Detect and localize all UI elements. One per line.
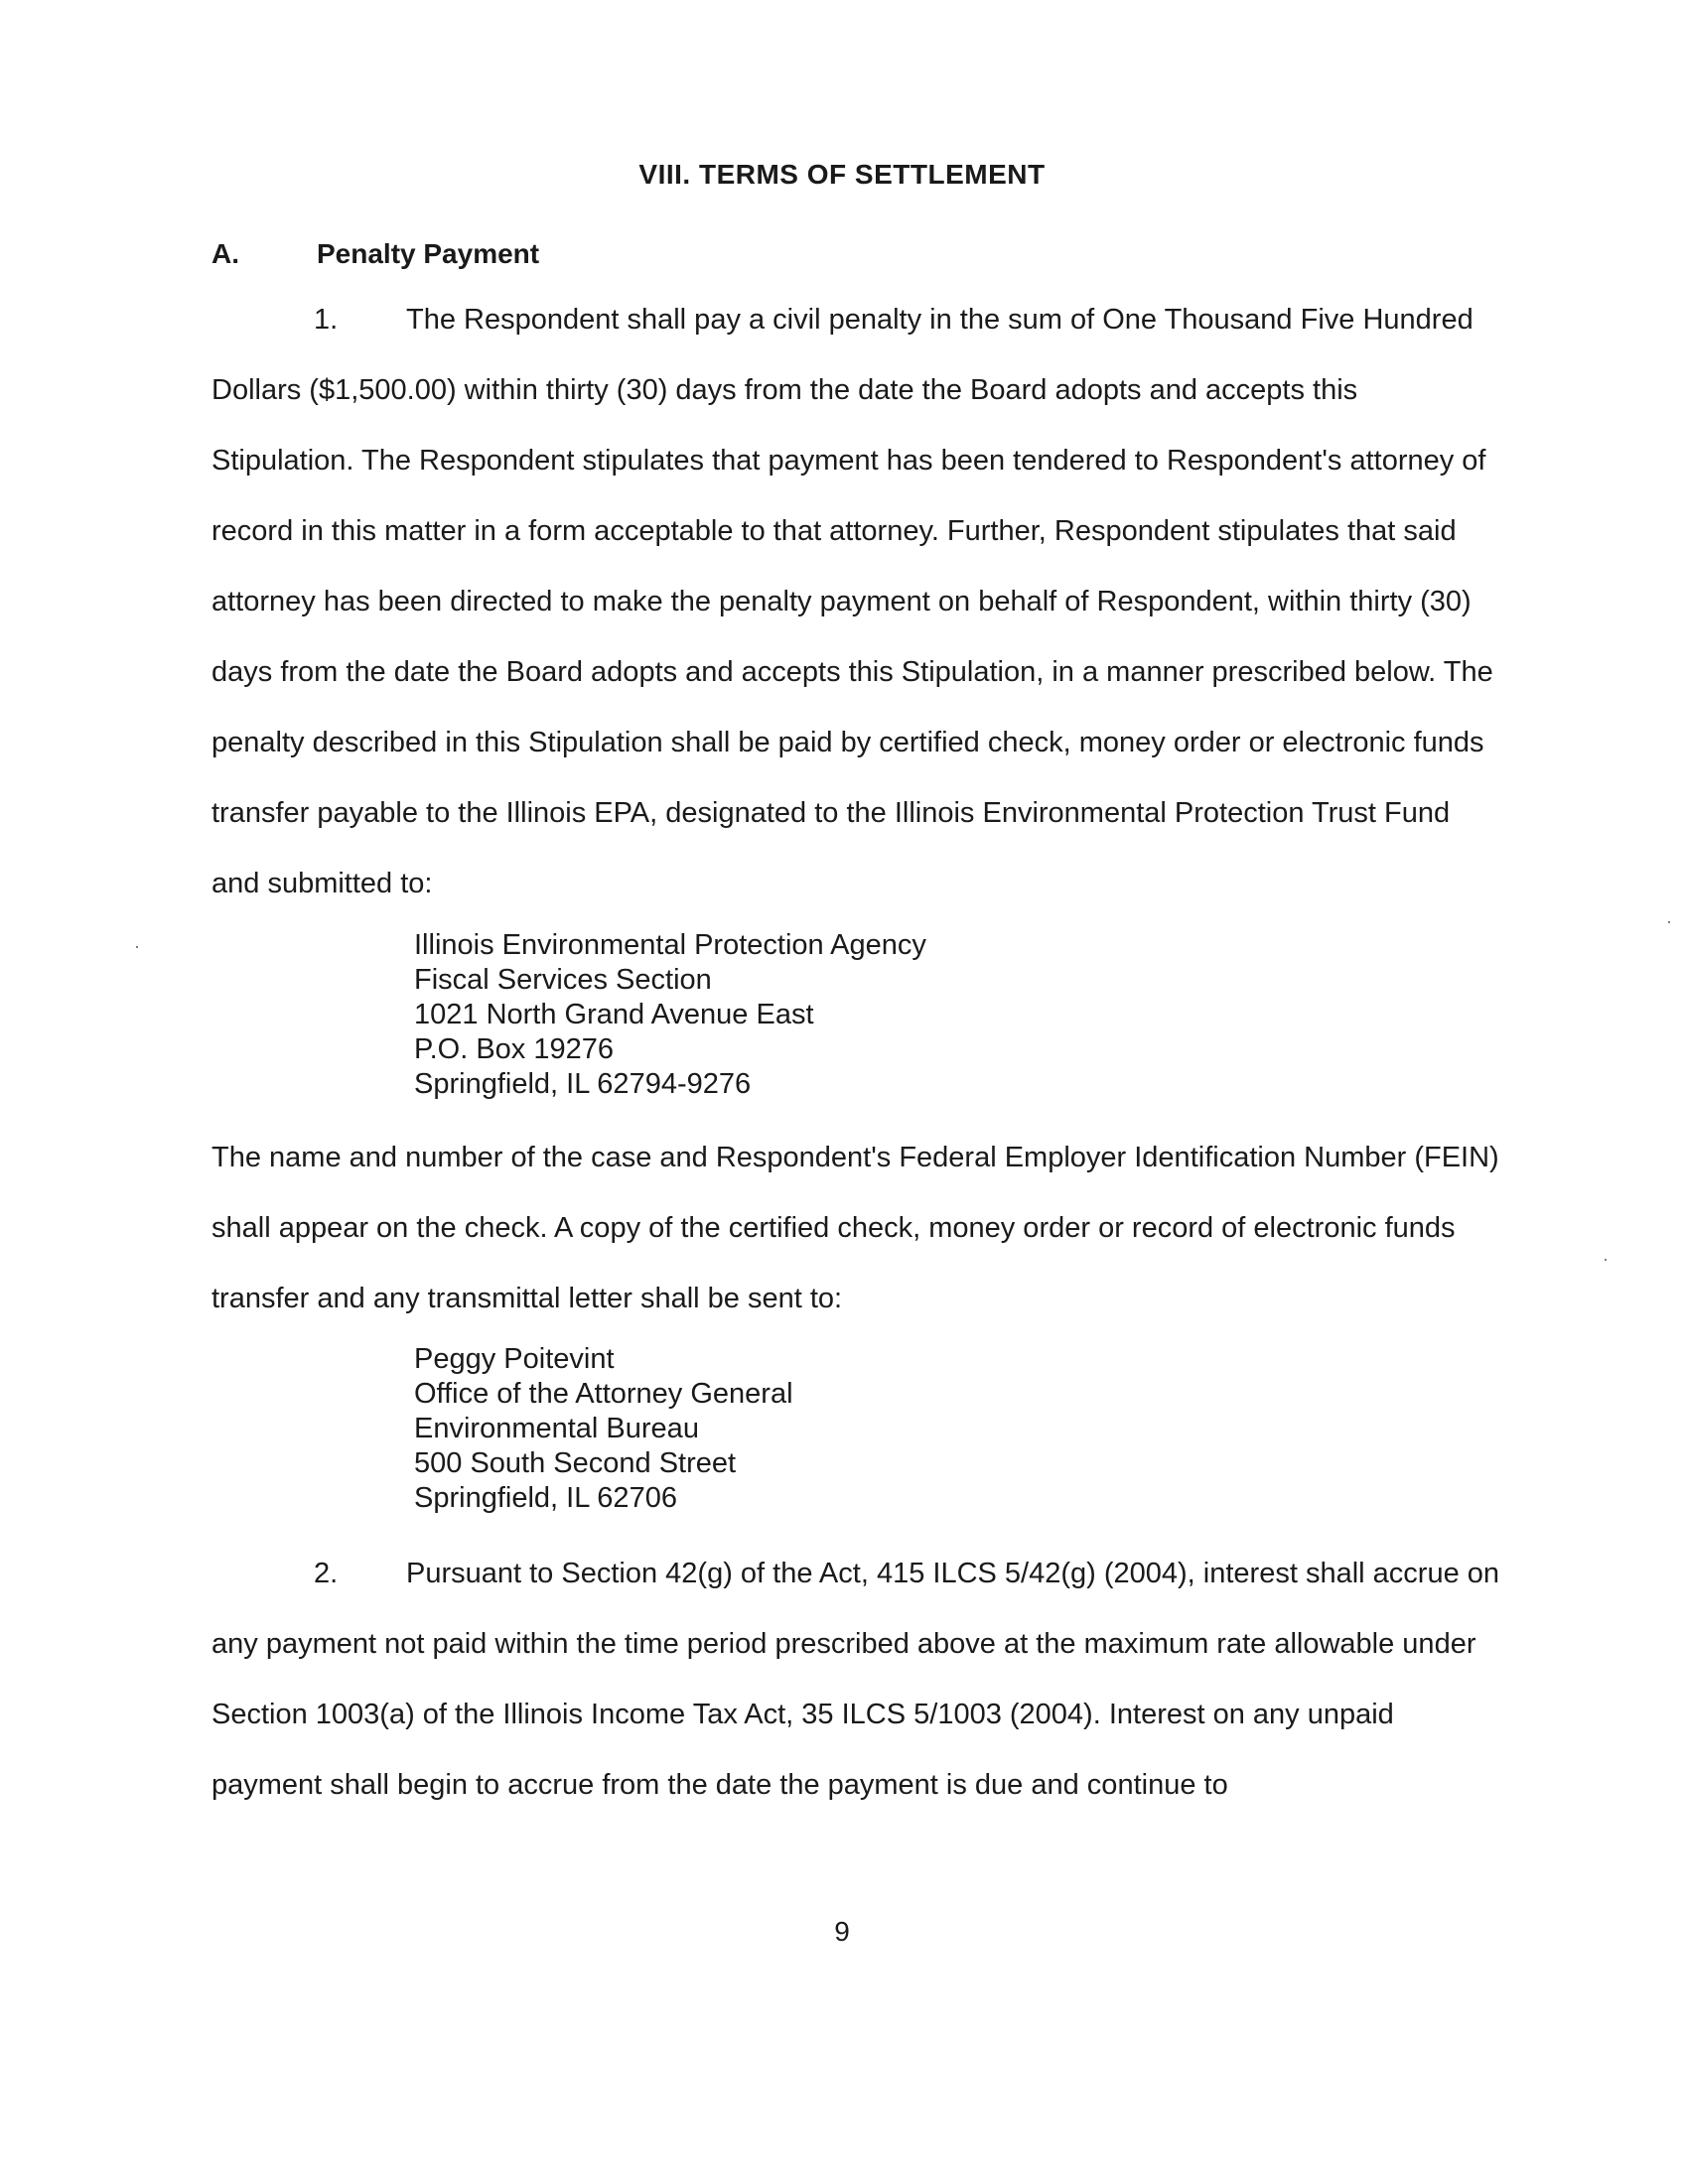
subsection-letter: A. (211, 238, 239, 269)
address-line: Peggy Poitevint (414, 1343, 615, 1375)
address-line: Fiscal Services Section (414, 964, 712, 996)
address-line: 500 South Second Street (414, 1447, 737, 1479)
paragraph-2-number: 2. (314, 1558, 339, 1589)
address-line: Illinois Environmental Protection Agency (414, 929, 926, 961)
paragraph-1 (211, 285, 1502, 919)
paragraph-1-number: 1. (314, 304, 339, 336)
page-number: 9 (834, 1916, 850, 1947)
payment-address (414, 928, 926, 1102)
paragraph-1-continued (211, 1123, 1502, 1334)
copy-recipient-address (414, 1342, 793, 1516)
subsection-heading (211, 238, 539, 270)
address-line: Springfield, IL 62794-9276 (414, 1068, 752, 1100)
address-line: Springfield, IL 62706 (414, 1482, 677, 1514)
section-heading: VIII. TERMS OF SETTLEMENT (638, 159, 1046, 190)
scan-speck (1668, 921, 1670, 923)
paragraph-2 (211, 1539, 1502, 1821)
paragraph-1-continued-text: The name and number of the case and Respondent's Federal Employer Identification Number (FEIN) shall appear on the check. A copy of the certified check, money order or record of electronic funds transfer and any transmittal letter shall be sent to: (211, 1142, 1499, 1314)
paragraph-2-text: Pursuant to Section 42(g) of the Act, 415 ILCS 5/42(g) (2004), interest shall accrue on any payment not paid within the time period prescribed above at the maximum rate allowable under Section 1003(a) of the Illinois Income Tax Act, 35 ILCS 5/1003 (2004). Interest on any unpaid payment shall begin to accrue from the date the payment is due and continue to (211, 1558, 1500, 1801)
address-line: 1021 North Grand Avenue East (414, 999, 814, 1030)
address-line: Office of the Attorney General (414, 1378, 793, 1410)
scan-speck (1605, 1259, 1607, 1261)
subsection-title: Penalty Payment (317, 238, 540, 269)
paragraph-1-text: The Respondent shall pay a civil penalty in the sum of One Thousand Five Hundred Dollars ($1,500.00) within thirty (30) days from the date the Board adopts and accepts this Stipulation. The Respondent stipulates that payment has been tendered to Respondent's attorney of record in this matter in a form acceptable to that attorney. Further, Respondent stipulates that said attorney has been directed to make the penalty payment on behalf of Respondent, within thirty (30) days from the date the Board adopts and accepts this Stipulation, in a manner prescribed below. The penalty described in this Stipulation shall be paid by certified check, money order or electronic funds transfer payable to the Illinois EPA, designated to the Illinois Environmental Protection Trust Fund and submitted to: (211, 304, 1493, 899)
scan-speck (136, 946, 138, 948)
address-line: P.O. Box 19276 (414, 1033, 615, 1065)
address-line: Environmental Bureau (414, 1413, 699, 1444)
